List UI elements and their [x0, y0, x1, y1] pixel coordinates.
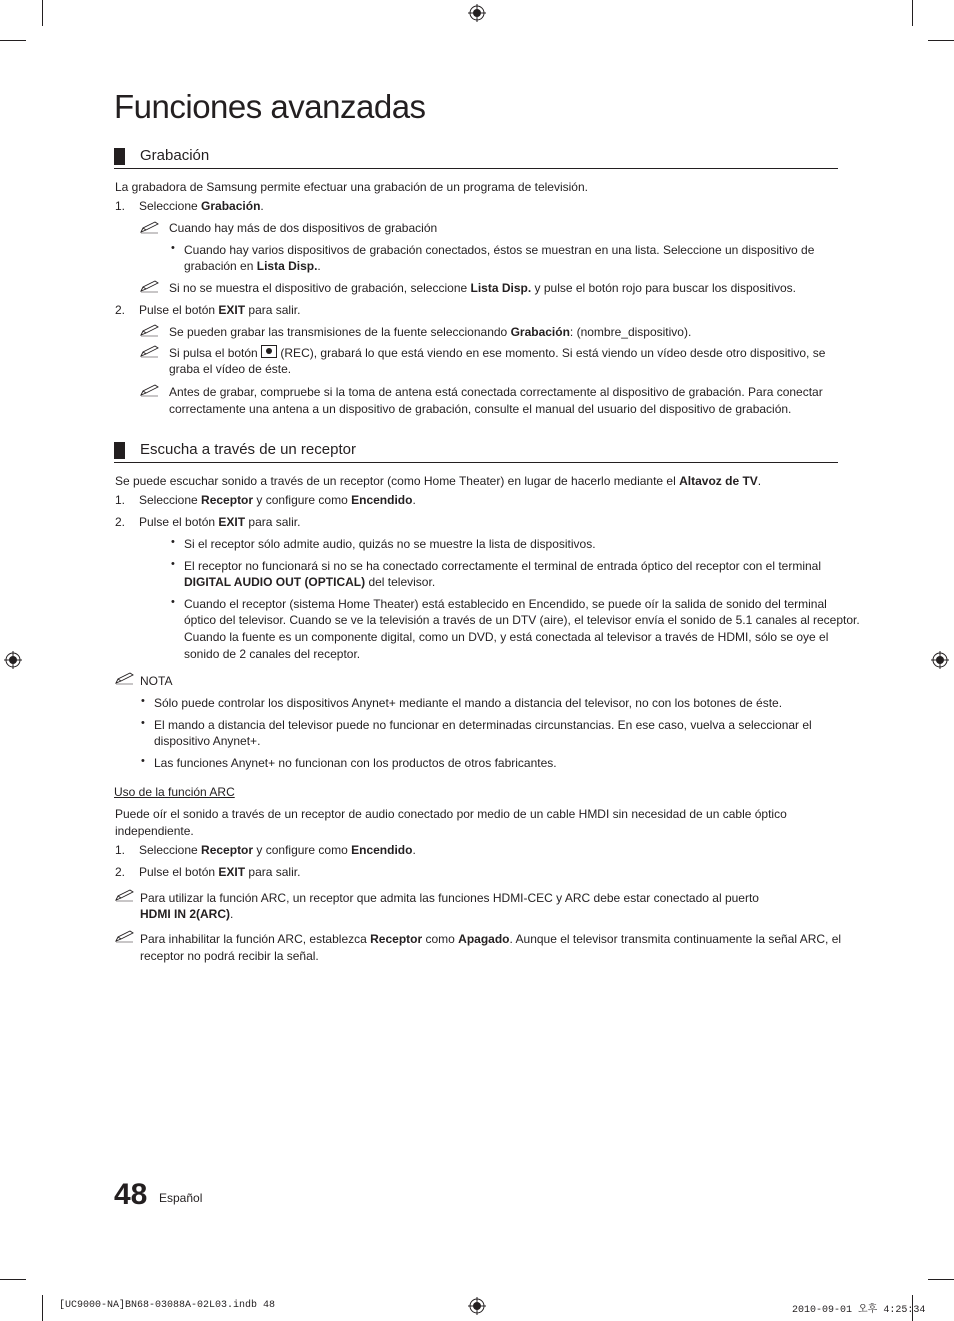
step-number: 1.	[115, 493, 126, 507]
note-pencil-icon	[140, 279, 160, 293]
text: del televisor.	[365, 575, 436, 589]
section-bar	[114, 442, 125, 459]
registration-mark-icon	[931, 651, 949, 669]
page-title: Funciones avanzadas	[114, 88, 426, 125]
text: .	[230, 907, 234, 921]
note-pencil-icon	[115, 929, 135, 943]
text: .	[757, 474, 762, 488]
crop-mark	[42, 1295, 43, 1321]
text: como	[422, 932, 459, 946]
text-bold: Receptor	[201, 493, 254, 507]
text-bold: Grabación	[510, 325, 570, 339]
grabacion-step2	[139, 302, 300, 318]
grabacion-bullet1-line2	[184, 258, 321, 274]
grabacion-step1	[139, 198, 264, 214]
text: .	[412, 493, 416, 507]
text: Se pueden grabar las transmisiones de la fuente seleccionando	[169, 325, 511, 339]
arc-note2-line2: receptor no podrá recibir la señal.	[140, 949, 319, 963]
text-bold: Apagado	[458, 932, 510, 946]
step-number: 2.	[115, 515, 126, 529]
bullet: •	[171, 536, 175, 548]
note-pencil-icon	[140, 220, 160, 234]
text-bold: DIGITAL AUDIO OUT (OPTICAL)	[184, 575, 366, 589]
section-title: Grabación	[140, 147, 210, 164]
arc-intro-line2: independiente.	[115, 824, 194, 838]
arc-step2	[139, 864, 300, 880]
crop-mark	[0, 40, 26, 41]
note-pencil-icon	[115, 888, 135, 902]
section-title: Escucha a través de un receptor	[140, 441, 356, 458]
registration-mark-icon	[468, 1297, 486, 1315]
text-bold: Receptor	[370, 932, 423, 946]
text-bold: Altavoz de TV	[679, 474, 758, 488]
grabacion-note3	[169, 324, 691, 340]
bullet: •	[141, 755, 145, 767]
section-bar	[114, 148, 125, 165]
escucha-bullet1: Si el receptor sólo admite audio, quizás no se muestre la lista de dispositivos.	[184, 537, 596, 551]
step-number: 1.	[115, 199, 126, 213]
text: Seleccione	[139, 843, 202, 857]
text-bold: EXIT	[218, 303, 246, 317]
text: grabación en	[184, 259, 257, 273]
grabacion-bullet1-line1: Cuando hay varios dispositivos de grabación conectados, éstos se muestran en una lista. Seleccione un dispositivo de	[184, 243, 815, 257]
text: .	[260, 199, 264, 213]
arc-note1-line2	[140, 906, 233, 922]
grabacion-note5-line1: Antes de grabar, compruebe si la toma de antena está conectada correctamente al dispositivo de grabación. Para conectar	[169, 385, 823, 399]
grabacion-note4-line2: graba el vídeo de éste.	[169, 362, 292, 376]
page-language: Español	[159, 1191, 203, 1205]
text-bold: Receptor	[201, 843, 254, 857]
text: y configure como	[253, 493, 352, 507]
page-number: 48	[114, 1178, 148, 1211]
print-footer-left: [UC9000-NA]BN68-03088A-02L03.indb 48	[59, 1300, 276, 1311]
text-bold: EXIT	[218, 865, 246, 879]
text-bold: Grabación	[201, 199, 261, 213]
escucha-bullet3-line3: Cuando la fuente es un componente digital, como un DVD, y está conectada al televisor a través de HDMI, sólo se oye el	[184, 630, 829, 644]
grabacion-intro: La grabadora de Samsung permite efectuar una grabación de un programa de televisión.	[115, 180, 588, 194]
arc-step1	[139, 842, 416, 858]
escucha-bullet3-line1: Cuando el receptor (sistema Home Theater) está establecido en Encendido, se puede oír la salida de sonido del terminal	[184, 597, 827, 611]
print-footer-right: 2010-09-01 오후 4:25:34	[792, 1305, 926, 1316]
text: : (nombre_dispositivo).	[569, 325, 692, 339]
note-pencil-icon	[140, 323, 160, 337]
text: y pulse el botón rojo para buscar los dispositivos.	[531, 281, 796, 295]
step-number: 1.	[115, 843, 126, 857]
bullet: •	[141, 695, 145, 707]
grabacion-note2	[169, 280, 796, 296]
nota-bullet2-line1: El mando a distancia del televisor puede no funcionar en determinadas circunstancias. En ese caso, vuelva a seleccionar el	[154, 718, 812, 732]
arc-subheading: Uso de la función ARC	[114, 785, 235, 799]
crop-mark	[912, 0, 913, 26]
arc-note2-line1	[140, 931, 841, 947]
text: .	[317, 259, 321, 273]
crop-mark	[928, 40, 954, 41]
arc-intro-line1: Puede oír el sonido a través de un receptor de audio conectado por medio de un cable HMDI sin necesidad de un cable óptico	[115, 807, 787, 821]
text-bold: Lista Disp.	[256, 259, 318, 273]
step-number: 2.	[115, 303, 126, 317]
escucha-step1	[139, 492, 416, 508]
text: Seleccione	[139, 493, 202, 507]
text: Pulse el botón	[139, 303, 219, 317]
text: Para inhabilitar la función ARC, establezca	[140, 932, 371, 946]
escucha-bullet2-line1: El receptor no funcionará si no se ha conectado correctamente el terminal de entrada óptico del receptor con el terminal	[184, 559, 822, 573]
registration-mark-icon	[468, 4, 486, 22]
nota-bullet3: Las funciones Anynet+ no funcionan con los productos de otros fabricantes.	[154, 756, 557, 770]
text-bold: Encendido	[351, 493, 413, 507]
bullet: •	[171, 242, 175, 254]
nota-label: NOTA	[140, 674, 173, 688]
text: y configure como	[253, 843, 352, 857]
text-bold: HDMI IN 2(ARC)	[140, 907, 230, 921]
text-bold: Lista Disp.	[470, 281, 532, 295]
grabacion-note1: Cuando hay más de dos dispositivos de grabación	[169, 221, 438, 235]
nota-bullet1: Sólo puede controlar los dispositivos Anynet+ mediante el mando a distancia del televisor, no con los botones de éste.	[154, 696, 783, 710]
crop-mark	[42, 0, 43, 26]
text: Seleccione	[139, 199, 202, 213]
section-heading-grabacion	[114, 146, 838, 169]
escucha-bullet3-line2: óptico del televisor. Cuando se ve la televisión a través de un DTV (aire), el televisor envía el sonido de 5.1 canales al receptor.	[184, 613, 860, 627]
escucha-intro	[115, 473, 761, 489]
text-bold: Encendido	[351, 843, 413, 857]
note-pencil-icon	[140, 344, 160, 358]
text: para salir.	[245, 515, 301, 529]
text: Pulse el botón	[139, 865, 219, 879]
text: Pulse el botón	[139, 515, 219, 529]
text: Si pulsa el botón	[169, 346, 262, 360]
section-heading-escucha	[114, 440, 838, 463]
nota-bullet2-line2: dispositivo Anynet+.	[154, 734, 261, 748]
text-bold: EXIT	[218, 515, 246, 529]
bullet: •	[171, 558, 175, 570]
text: para salir.	[245, 865, 301, 879]
escucha-step2	[139, 514, 300, 530]
note-pencil-icon	[115, 671, 135, 685]
crop-mark	[0, 1279, 26, 1280]
grabacion-note4-line1	[169, 345, 825, 361]
escucha-bullet3-line4: sonido de 2 canales del receptor.	[184, 647, 361, 661]
rec-button-icon	[261, 345, 277, 358]
registration-mark-icon	[4, 651, 22, 669]
text: .	[412, 843, 416, 857]
text: Si no se muestra el dispositivo de grabación, seleccione	[169, 281, 471, 295]
escucha-bullet2-line2	[184, 574, 435, 590]
crop-mark	[928, 1279, 954, 1280]
bullet: •	[171, 596, 175, 608]
text: . Aunque el televisor transmita continuamente la señal ARC, el	[509, 932, 842, 946]
bullet: •	[141, 717, 145, 729]
note-pencil-icon	[140, 383, 160, 397]
text: Se puede escuchar sonido a través de un receptor (como Home Theater) en lugar de hacerlo mediante el	[115, 474, 680, 488]
text: para salir.	[245, 303, 301, 317]
grabacion-note5-line2: correctamente una antena a un dispositivo de grabación, consulte el manual del usuario del dispositivo de grabación.	[169, 402, 792, 416]
text: (REC), grabará lo que está viendo en ese momento. Si está viendo un vídeo desde otro dispositivo, se	[277, 346, 826, 360]
step-number: 2.	[115, 865, 126, 879]
arc-note1-line1: Para utilizar la función ARC, un receptor que admita las funciones HDMI-CEC y ARC debe estar conectado al puerto	[140, 891, 759, 905]
